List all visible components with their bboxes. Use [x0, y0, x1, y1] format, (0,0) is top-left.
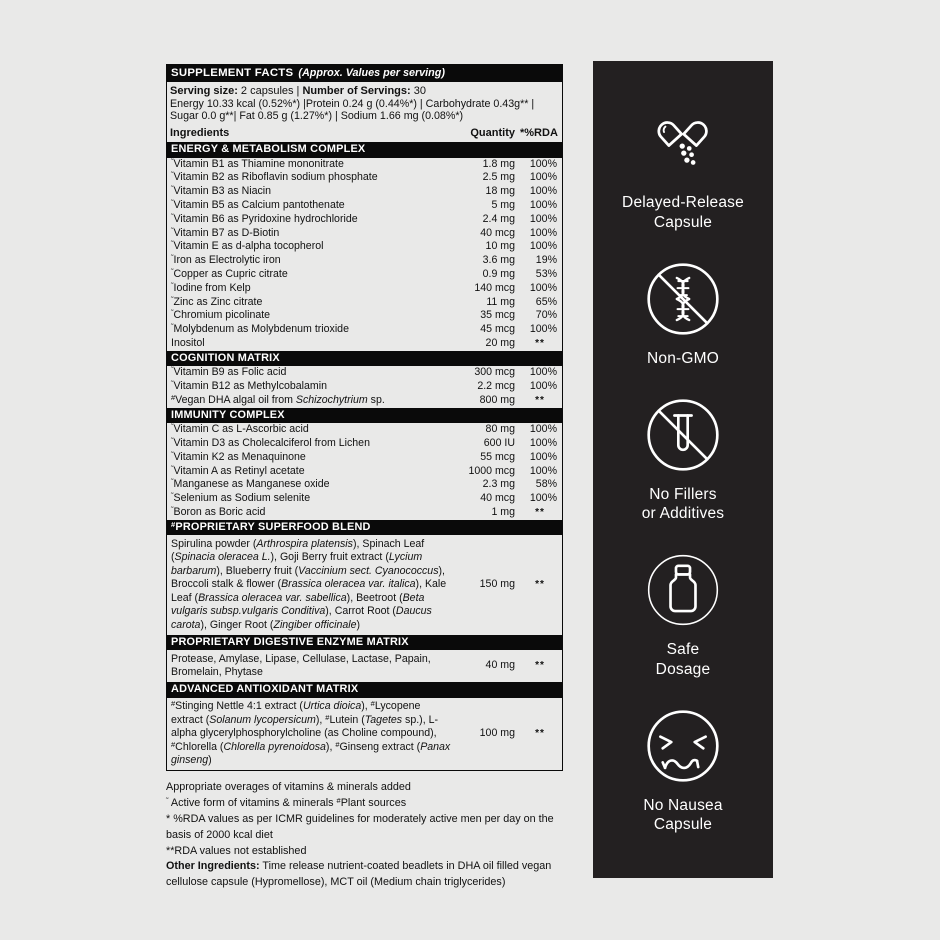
- footnote: Appropriate overages of vitamins & minerals added: [166, 781, 411, 794]
- ingredient-rda: 100%: [529, 281, 557, 294]
- ingredient-row: [167, 199, 562, 213]
- nutrition-summary: Energy 10.33 kcal (0.52%*) |Protein 0.24 g (0.44%*) | Carbohydrate 0.43g** | Sugar 0.0 g**| Fat 0.85 g (1.27%*) | Sodium 1.66 mg (0.08%*): [170, 98, 535, 122]
- ingredient-name: ˜Vitamin B3 as Niacin: [171, 184, 272, 198]
- ingredient-quantity: 40 mcg: [480, 226, 515, 239]
- info-panel: [593, 61, 773, 878]
- ingredient-quantity: 5 mg: [491, 199, 515, 212]
- ingredient-quantity: 150 mg: [479, 578, 515, 591]
- ingredient-name: #Vegan DHA algal oil from Schizochytrium sp.: [171, 392, 385, 406]
- ingredient-name: Spirulina powder (Arthrospira platensis), Spinach Leaf (Spinacia oleracea L.), Goji Berry fruit extract (Lycium barbarum), Blueberry fruit (Vaccinium sect. Cyanococcus), Broccoli stalk & flower (Brassica oleracea var. italica), Kale Leaf (Brassica oleracea var. sabellica), Beetroot (Beta vulgaris subsp.vulgaris Conditiva), Carrot Root (Daucus carota), Ginger Root (Zingiber officinale): [171, 537, 447, 631]
- badge-label: Non-GMO: [646, 349, 720, 367]
- ingredient-rda: 100%: [529, 464, 557, 477]
- serving-size-value: 2 capsules |: [237, 85, 303, 97]
- ingredient-row: [167, 268, 562, 282]
- ingredient-quantity: 55 mcg: [480, 450, 515, 463]
- ingredient-row: [167, 282, 562, 296]
- column-headers: [167, 125, 562, 142]
- ingredient-name: Protease, Amylase, Lipase, Cellulase, Lactase, Papain, Bromelain, Phytase: [171, 652, 431, 679]
- ingredient-rda: 100%: [529, 157, 557, 170]
- number-of-servings-value: 30: [410, 85, 426, 97]
- ingredient-quantity: 1.8 mg: [482, 157, 515, 170]
- ingredient-name: ˜Vitamin B9 as Folic acid: [171, 365, 287, 379]
- ingredient-quantity: 11 mg: [486, 295, 515, 308]
- ingredient-rda: 100%: [529, 492, 557, 505]
- ingredient-row: [167, 185, 562, 199]
- facts-title: SUPPLEMENT FACTS: [171, 67, 294, 79]
- ingredient-row: [167, 650, 562, 682]
- ingredient-rda: 100%: [529, 185, 557, 198]
- ingredient-rda: **: [535, 660, 545, 672]
- facts-title-bar: [167, 65, 562, 82]
- ingredient-rda: 58%: [535, 478, 557, 491]
- ingredient-name: ˜Vitamin D3 as Cholecalciferol from Lichen: [171, 435, 370, 450]
- other-ingredients: Other Ingredients: Time release nutrient-coated beadlets in DHA oil filled vegan cellulose capsule (Hypromellose), MCT oil (Medium chain triglycerides): [166, 860, 552, 889]
- ingredient-name: ˜Vitamin B5 as Calcium pantothenate: [171, 197, 345, 212]
- ingredients-table: [167, 142, 562, 770]
- nausea-face-icon: [644, 707, 722, 785]
- test-tube-crossed-icon: [644, 396, 722, 474]
- dna-crossed-icon: [644, 260, 722, 338]
- ingredient-row: [167, 171, 562, 185]
- ingredient-quantity: 0.9 mg: [482, 268, 515, 281]
- ingredient-quantity: 45 mcg: [480, 323, 515, 336]
- ingredient-rda: 100%: [529, 366, 557, 379]
- serving-size-line: [167, 82, 562, 98]
- footnote: **RDA values not established: [166, 844, 307, 857]
- ingredient-name: #Stinging Nettle 4:1 extract (Urtica dioica), #Lycopene extract (Solanum lycopersicum), #Lutein (Tagetes sp.), L-alpha glycerylphosphorylcholine (as Choline compound), #Chlorella (Chlorella pyrenoidosa), #Ginseng extract (Panax ginseng): [171, 699, 451, 767]
- ingredient-name: ˜Manganese as Manganese oxide: [171, 477, 330, 491]
- ingredient-rda: 100%: [529, 380, 557, 393]
- ingredient-name: ˜Vitamin C as L-Ascorbic acid: [171, 422, 309, 436]
- ingredient-row: [167, 213, 562, 227]
- ingredient-quantity: 18 mg: [485, 185, 515, 198]
- ingredient-name: ˜Vitamin B7 as D-Biotin: [171, 225, 280, 239]
- ingredient-name: ˜Iron as Electrolytic iron: [171, 253, 281, 267]
- ingredient-row: [167, 506, 562, 520]
- ingredient-row: [167, 254, 562, 268]
- ingredient-rda: 100%: [529, 423, 557, 436]
- badge-safe-dosage: [644, 551, 722, 679]
- ingredient-rda: **: [535, 728, 545, 740]
- ingredient-row: [167, 437, 562, 451]
- footnote: * %RDA values as per ICMR guidelines for moderately active men per day on the basis of 2000 kcal diet: [166, 812, 554, 841]
- ingredient-row: [167, 698, 562, 771]
- ingredient-rda: 65%: [535, 295, 557, 308]
- capsule-open-icon: [644, 104, 722, 182]
- ingredient-quantity: 1 mg: [491, 506, 515, 519]
- ingredient-name: ˜Iodine from Kelp: [171, 280, 251, 294]
- ingredient-name: ˜Vitamin B6 as Pyridoxine hydrochloride: [171, 211, 358, 225]
- ingredient-rda: **: [535, 394, 545, 406]
- ingredient-row: [167, 227, 562, 241]
- footnotes: [166, 780, 580, 891]
- badge-non-gmo: [644, 260, 722, 369]
- ingredient-row: [167, 478, 562, 492]
- ingredient-name: ˜Vitamin A as Retinyl acetate: [171, 463, 305, 477]
- ingredient-name: ˜Vitamin B12 as Methylcobalamin: [171, 378, 327, 393]
- ingredient-quantity: 40 mcg: [480, 492, 515, 505]
- ingredient-rda: 100%: [529, 240, 557, 253]
- badge-no-fillers: [642, 396, 725, 524]
- ingredient-name: ˜Vitamin K2 as Menaquinone: [171, 449, 306, 463]
- ingredient-name: ˜Copper as Cupric citrate: [171, 266, 288, 281]
- column-quantity: Quantity: [470, 127, 515, 140]
- ingredient-row: [167, 366, 562, 380]
- ingredient-rda: 100%: [529, 199, 557, 212]
- section-header: PROPRIETARY DIGESTIVE ENZYME MATRIX: [167, 635, 562, 651]
- ingredient-name: Inositol: [171, 337, 205, 350]
- ingredient-row: [167, 296, 562, 310]
- section-header: ADVANCED ANTIOXIDANT MATRIX: [167, 682, 562, 698]
- facts-box: [166, 64, 563, 771]
- ingredient-name: ˜Vitamin E as d-alpha tocopherol: [171, 239, 324, 253]
- ingredient-row: [167, 423, 562, 437]
- ingredient-row: [167, 492, 562, 506]
- ingredient-row: [167, 337, 562, 351]
- ingredient-row: [167, 240, 562, 254]
- ingredient-row: [167, 323, 562, 337]
- ingredient-row: [167, 158, 562, 172]
- ingredient-rda: **: [535, 507, 545, 519]
- ingredient-rda: 100%: [529, 226, 557, 239]
- ingredient-row: [167, 394, 562, 408]
- ingredient-row: [167, 309, 562, 323]
- ingredient-quantity: 800 mg: [479, 393, 515, 406]
- ingredient-quantity: 300 mcg: [474, 366, 515, 379]
- badge-label: No Fillers or Additives: [641, 485, 725, 523]
- ingredient-rda: **: [535, 338, 545, 350]
- ingredient-quantity: 40 mg: [485, 659, 515, 672]
- section-header: IMMUNITY COMPLEX: [167, 408, 562, 424]
- ingredient-rda: 100%: [529, 437, 557, 450]
- ingredient-quantity: 3.6 mg: [482, 254, 515, 267]
- ingredient-name: ˜Selenium as Sodium selenite: [171, 491, 311, 505]
- ingredient-quantity: 10 mg: [485, 240, 515, 253]
- ingredient-quantity: 2.4 mg: [482, 212, 515, 225]
- badge-label: No Nausea Capsule: [643, 796, 723, 834]
- ingredient-name: ˜Vitamin B2 as Riboflavin sodium phosphate: [171, 170, 378, 184]
- bottle-icon: [644, 551, 722, 629]
- ingredient-name: ˜Vitamin B1 as Thiamine mononitrate: [171, 156, 344, 170]
- serving-size-label: Serving size:: [170, 85, 238, 97]
- facts-title-note: (Approx. Values per serving): [298, 67, 445, 79]
- footnote: ˜ Active form of vitamins & minerals #Plant sources: [166, 795, 407, 810]
- ingredient-quantity: 20 mg: [485, 337, 515, 350]
- ingredient-rda: 100%: [529, 450, 557, 463]
- ingredient-quantity: 1000 mcg: [468, 464, 515, 477]
- ingredient-row: [167, 380, 562, 394]
- badge-label: Safe Dosage: [655, 641, 711, 678]
- section-header: ENERGY & METABOLISM COMPLEX: [167, 142, 562, 158]
- ingredient-rda: 100%: [529, 171, 557, 184]
- other-ingredients-label: Other Ingredients:: [166, 860, 260, 873]
- ingredient-name: ˜Zinc as Zinc citrate: [171, 294, 263, 308]
- badge-no-nausea: [643, 707, 722, 835]
- section-header: COGNITION MATRIX: [167, 351, 562, 367]
- ingredient-rda: 70%: [535, 309, 557, 322]
- ingredient-name: ˜Boron as Boric acid: [171, 504, 266, 519]
- badge-delayed-release: [622, 104, 744, 232]
- ingredient-rda: 53%: [535, 268, 557, 281]
- ingredient-rda: **: [535, 579, 545, 591]
- ingredient-rda: 100%: [529, 212, 557, 225]
- ingredient-quantity: 35 mcg: [480, 309, 515, 322]
- ingredient-rda: 100%: [529, 323, 557, 336]
- ingredient-name: ˜Molybdenum as Molybdenum trioxide: [171, 322, 349, 336]
- ingredient-quantity: 2.3 mg: [482, 478, 515, 491]
- ingredient-row: [167, 465, 562, 479]
- ingredient-quantity: 600 IU: [483, 437, 515, 450]
- badge-label: Delayed-Release Capsule: [622, 194, 744, 231]
- section-header: #PROPRIETARY SUPERFOOD BLEND: [167, 520, 562, 536]
- ingredient-name: ˜Chromium picolinate: [171, 308, 271, 322]
- ingredient-quantity: 140 mcg: [474, 281, 515, 294]
- ingredient-row: [167, 535, 562, 635]
- column-rda: *%RDA: [520, 127, 558, 140]
- column-ingredients: Ingredients: [170, 127, 230, 140]
- ingredient-row: [167, 451, 562, 465]
- ingredient-quantity: 2.2 mcg: [477, 380, 515, 393]
- ingredient-quantity: 2.5 mg: [482, 171, 515, 184]
- ingredient-rda: 19%: [535, 254, 557, 267]
- ingredient-quantity: 80 mg: [485, 423, 515, 436]
- supplement-facts-panel: [166, 64, 563, 891]
- ingredient-quantity: 100 mg: [479, 727, 515, 740]
- number-of-servings-label: Number of Servings:: [302, 85, 411, 97]
